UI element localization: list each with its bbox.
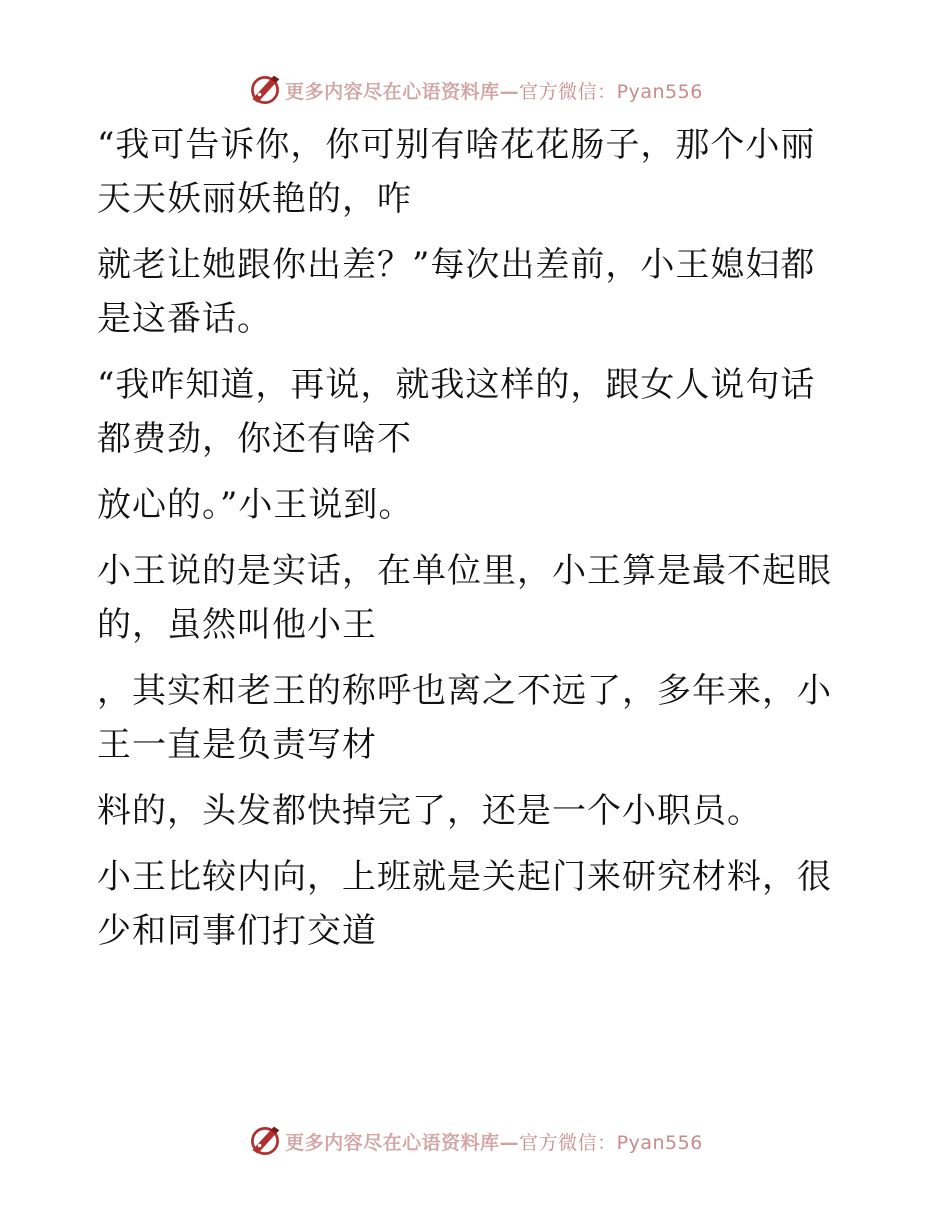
paragraph [97, 544, 832, 652]
pen-logo-icon [247, 72, 283, 108]
paragraph [97, 850, 832, 958]
text-line: ，其实和老王的称呼也离之不远了，多年来，小 [97, 671, 832, 711]
watermark-text: 更多内容尽在心语资料库— [285, 80, 520, 103]
text-line: 就老让她跟你出差？”每次出差前，小王媳妇都 [97, 245, 816, 285]
watermark-contact: 官方微信：Pyan556 [519, 80, 703, 103]
watermark-contact: 官方微信：Pyan556 [519, 1131, 703, 1154]
text-line: 是这番话。 [97, 299, 272, 339]
text-line: 放心的。”小王说到。 [97, 485, 414, 525]
text-line: 王一直是负责写材 [97, 725, 377, 765]
text-line: 少和同事们打交道 [97, 911, 377, 951]
paragraph [97, 664, 832, 772]
footer-watermark [0, 1121, 950, 1161]
paragraph [97, 238, 832, 346]
text-line: 都费劲，你还有啥不 [97, 419, 412, 459]
text-line: 小王比较内向，上班就是关起门来研究材料，很 [97, 857, 832, 897]
text-line: 天天妖丽妖艳的，咋 [97, 179, 412, 219]
paragraph [97, 358, 832, 466]
pen-logo-icon [247, 1123, 283, 1159]
paragraph [97, 118, 832, 226]
header-watermark [0, 70, 950, 110]
text-line: 料的，头发都快掉完了，还是一个小职员。 [97, 791, 762, 831]
document-body [97, 118, 832, 970]
paragraph [97, 784, 832, 838]
text-line: “我咋知道，再说，就我这样的，跟女人说句话 [97, 365, 816, 405]
paragraph [97, 478, 832, 532]
text-line: 的，虽然叫他小王 [97, 605, 377, 645]
text-line: 小王说的是实话，在单位里，小王算是最不起眼 [97, 551, 832, 591]
text-line: “我可告诉你，你可别有啥花花肠子，那个小丽 [97, 125, 816, 165]
watermark-text: 更多内容尽在心语资料库— [285, 1131, 520, 1154]
